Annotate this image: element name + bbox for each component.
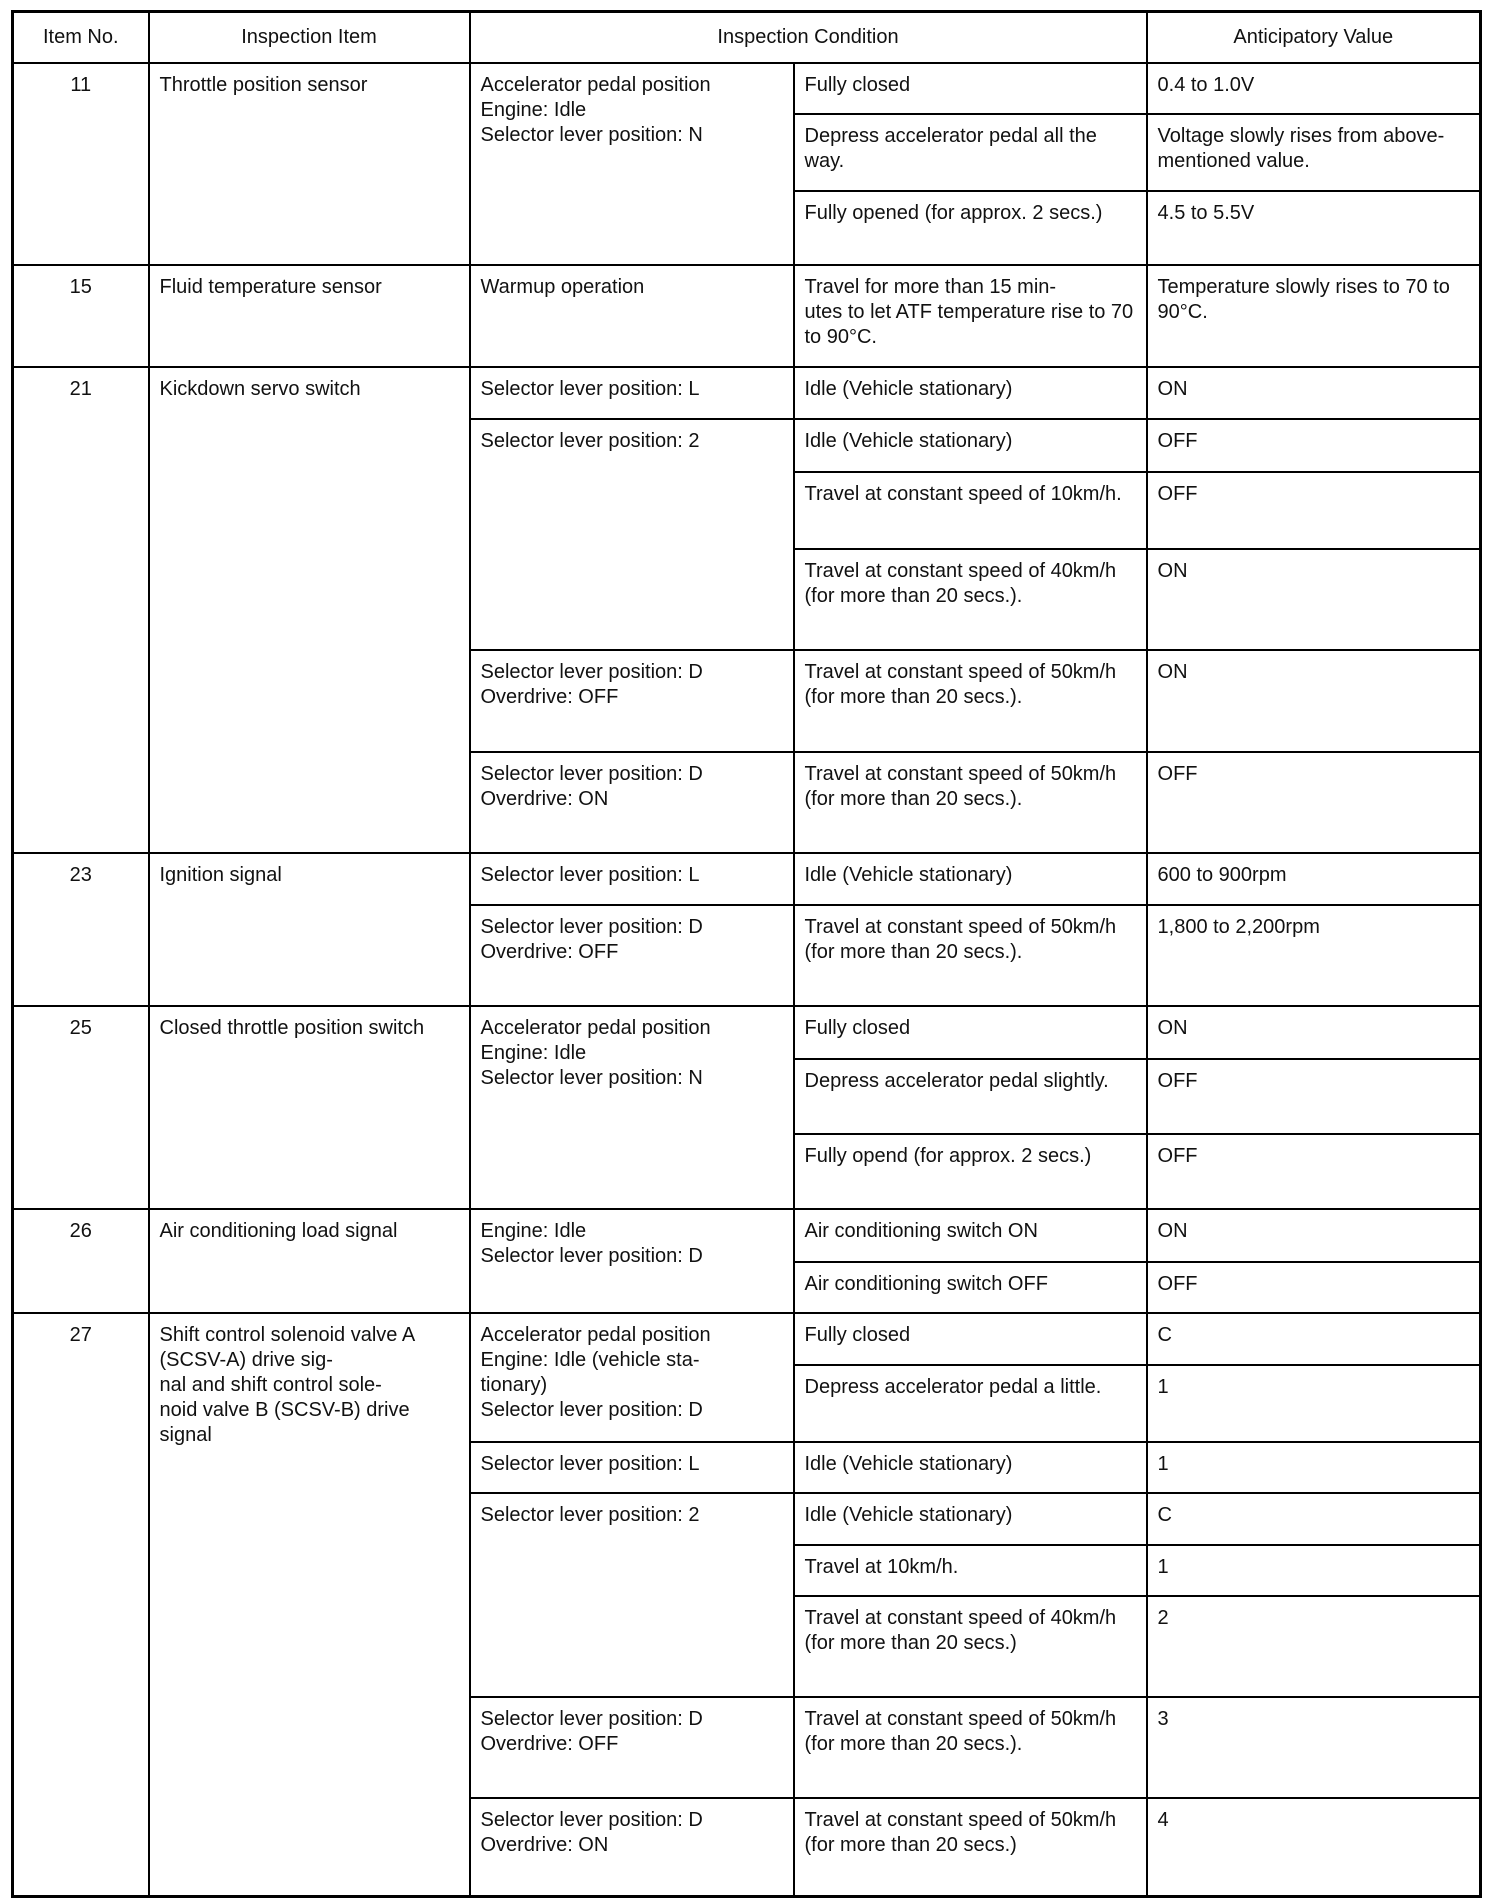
item-number: 25 (13, 1006, 149, 1209)
item-number: 21 (13, 367, 149, 853)
inspection-condition: Warmup operation (470, 265, 794, 367)
inspection-table (11, 10, 1482, 1898)
anticipatory-value: 4.5 to 5.5V (1147, 191, 1481, 265)
inspection-condition: Engine: Idle Selector lever position: D (470, 1209, 794, 1313)
anticipatory-value: ON (1147, 1209, 1481, 1262)
condition-detail: Depress accelerator pedal a little. (794, 1365, 1147, 1442)
condition-detail: Air conditioning switch OFF (794, 1262, 1147, 1313)
table-row (13, 1209, 1481, 1262)
anticipatory-value: C (1147, 1313, 1481, 1365)
condition-detail: Travel at constant speed of 10km/h. (794, 472, 1147, 549)
inspection-condition: Selector lever position: 2 (470, 1493, 794, 1697)
condition-detail: Idle (Vehicle stationary) (794, 367, 1147, 419)
inspection-condition: Selector lever position: L (470, 1442, 794, 1493)
inspection-item: Closed throttle position switch (149, 1006, 470, 1209)
inspection-condition: Selector lever position: D Overdrive: OFF (470, 905, 794, 1006)
condition-detail: Idle (Vehicle stationary) (794, 1493, 1147, 1545)
condition-detail: Air conditioning switch ON (794, 1209, 1147, 1262)
item-number: 26 (13, 1209, 149, 1313)
inspection-condition: Selector lever position: D Overdrive: ON (470, 752, 794, 853)
condition-detail: Idle (Vehicle stationary) (794, 1442, 1147, 1493)
anticipatory-value: 600 to 900rpm (1147, 853, 1481, 905)
condition-detail: Fully closed (794, 1006, 1147, 1059)
inspection-item: Kickdown servo switch (149, 367, 470, 853)
condition-detail: Travel at constant speed of 40km/h (for more than 20 secs.). (794, 549, 1147, 650)
header-inspection-condition: Inspection Condition (470, 12, 1147, 63)
anticipatory-value: 0.4 to 1.0V (1147, 63, 1481, 114)
inspection-condition: Selector lever position: D Overdrive: ON (470, 1798, 794, 1897)
anticipatory-value: OFF (1147, 1262, 1481, 1313)
condition-detail: Idle (Vehicle stationary) (794, 419, 1147, 472)
inspection-condition: Accelerator pedal position Engine: Idle Selector lever position: N (470, 63, 794, 265)
header-row (13, 12, 1481, 63)
anticipatory-value: C (1147, 1493, 1481, 1545)
item-number: 11 (13, 63, 149, 265)
inspection-item: Ignition signal (149, 853, 470, 1006)
inspection-condition: Selector lever position: D Overdrive: OFF (470, 1697, 794, 1798)
anticipatory-value: Temperature slowly rises to 70 to 90°C. (1147, 265, 1481, 367)
condition-detail: Travel at constant speed of 40km/h (for more than 20 secs.) (794, 1596, 1147, 1697)
table-row (13, 853, 1481, 905)
anticipatory-value: OFF (1147, 1059, 1481, 1134)
inspection-condition: Selector lever position: L (470, 853, 794, 905)
table-row (13, 1313, 1481, 1365)
table-row (13, 367, 1481, 419)
item-number: 15 (13, 265, 149, 367)
header-anticipatory-value: Anticipatory Value (1147, 12, 1481, 63)
item-number: 27 (13, 1313, 149, 1897)
condition-detail: Travel at 10km/h. (794, 1545, 1147, 1596)
condition-detail: Idle (Vehicle stationary) (794, 853, 1147, 905)
header-item-no: Item No. (13, 12, 149, 63)
condition-detail: Travel at constant speed of 50km/h (for more than 20 secs.) (794, 1798, 1147, 1897)
anticipatory-value: Voltage slowly rises from above-mentioned value. (1147, 114, 1481, 191)
anticipatory-value: 1 (1147, 1365, 1481, 1442)
inspection-item: Fluid temperature sensor (149, 265, 470, 367)
inspection-condition: Accelerator pedal position Engine: Idle Selector lever position: N (470, 1006, 794, 1209)
condition-detail: Travel at constant speed of 50km/h (for more than 20 secs.). (794, 752, 1147, 853)
anticipatory-value: ON (1147, 367, 1481, 419)
table-row (13, 265, 1481, 367)
anticipatory-value: OFF (1147, 1134, 1481, 1209)
header-inspection-item: Inspection Item (149, 12, 470, 63)
anticipatory-value: 1 (1147, 1442, 1481, 1493)
table-body (13, 63, 1481, 1897)
inspection-item: Air conditioning load signal (149, 1209, 470, 1313)
anticipatory-value: OFF (1147, 472, 1481, 549)
condition-detail: Fully closed (794, 63, 1147, 114)
anticipatory-value: ON (1147, 549, 1481, 650)
condition-detail: Travel at constant speed of 50km/h (for more than 20 secs.). (794, 905, 1147, 1006)
inspection-condition: Selector lever position: L (470, 367, 794, 419)
condition-detail: Fully opened (for approx. 2 secs.) (794, 191, 1147, 265)
inspection-condition: Accelerator pedal position Engine: Idle (vehicle sta- tionary) Selector lever position: D (470, 1313, 794, 1442)
table-row (13, 63, 1481, 114)
anticipatory-value: 2 (1147, 1596, 1481, 1697)
inspection-condition: Selector lever position: 2 (470, 419, 794, 650)
anticipatory-value: 3 (1147, 1697, 1481, 1798)
condition-detail: Travel for more than 15 min- utes to let ATF temperature rise to 70 to 90°C. (794, 265, 1147, 367)
anticipatory-value: 1 (1147, 1545, 1481, 1596)
inspection-condition: Selector lever position: D Overdrive: OFF (470, 650, 794, 752)
anticipatory-value: ON (1147, 1006, 1481, 1059)
anticipatory-value: OFF (1147, 752, 1481, 853)
inspection-item: Throttle position sensor (149, 63, 470, 265)
anticipatory-value: OFF (1147, 419, 1481, 472)
condition-detail: Depress accelerator pedal slightly. (794, 1059, 1147, 1134)
condition-detail: Travel at constant speed of 50km/h (for more than 20 secs.). (794, 650, 1147, 752)
condition-detail: Depress accelerator pedal all the way. (794, 114, 1147, 191)
condition-detail: Fully opend (for approx. 2 secs.) (794, 1134, 1147, 1209)
condition-detail: Fully closed (794, 1313, 1147, 1365)
anticipatory-value: 1,800 to 2,200rpm (1147, 905, 1481, 1006)
table-row (13, 1006, 1481, 1059)
anticipatory-value: ON (1147, 650, 1481, 752)
condition-detail: Travel at constant speed of 50km/h (for more than 20 secs.). (794, 1697, 1147, 1798)
anticipatory-value: 4 (1147, 1798, 1481, 1897)
inspection-item: Shift control solenoid valve A (SCSV-A) drive sig- nal and shift control sole- noid valve B (SCSV-B) drive signal (149, 1313, 470, 1897)
item-number: 23 (13, 853, 149, 1006)
